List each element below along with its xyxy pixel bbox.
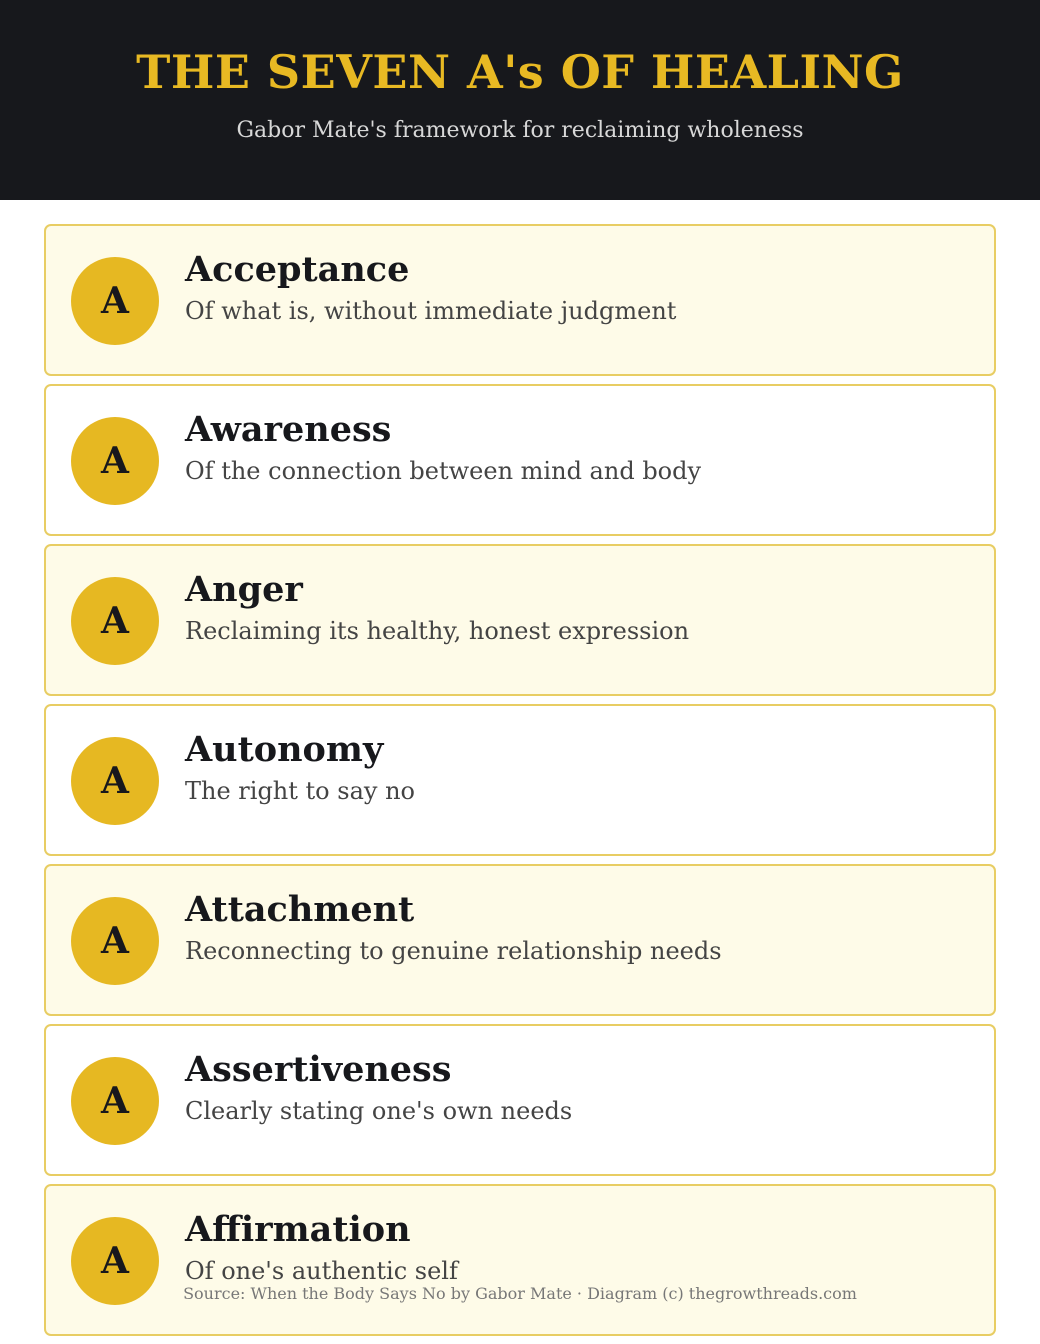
card-autonomy — [44, 704, 996, 856]
letter-badge: A — [71, 1217, 159, 1305]
card-title: Assertiveness — [185, 1049, 452, 1090]
letter-badge: A — [71, 1057, 159, 1145]
header-banner — [0, 0, 1040, 200]
letter-badge: A — [71, 577, 159, 665]
card-title: Affirmation — [185, 1209, 411, 1250]
healing-list — [44, 224, 996, 1344]
card-description: Of what is, without immediate judgment — [185, 297, 677, 325]
card-description: Reconnecting to genuine relationship needs — [185, 937, 722, 965]
card-title: Attachment — [185, 889, 415, 930]
card-attachment — [44, 864, 996, 1016]
card-acceptance — [44, 224, 996, 376]
card-description: Clearly stating one's own needs — [185, 1097, 573, 1125]
card-affirmation — [44, 1184, 996, 1336]
letter-badge: A — [71, 417, 159, 505]
card-title: Awareness — [185, 409, 392, 450]
letter-badge: A — [71, 737, 159, 825]
letter-badge: A — [71, 897, 159, 985]
card-awareness — [44, 384, 996, 536]
card-anger — [44, 544, 996, 696]
source-credit: Source: When the Body Says No by Gabor Mate · Diagram (c) thegrowthreads.com — [183, 1284, 857, 1303]
card-description: The right to say no — [185, 777, 415, 805]
card-assertiveness — [44, 1024, 996, 1176]
card-title: Acceptance — [185, 249, 410, 290]
card-title: Autonomy — [185, 729, 384, 770]
page-title: THE SEVEN A's OF HEALING — [136, 45, 904, 99]
card-description: Of one's authentic self — [185, 1257, 458, 1285]
card-description: Reclaiming its healthy, honest expression — [185, 617, 690, 645]
page-subtitle: Gabor Mate's framework for reclaiming wholeness — [236, 118, 804, 143]
card-title: Anger — [185, 569, 303, 610]
card-description: Of the connection between mind and body — [185, 457, 702, 485]
letter-badge: A — [71, 257, 159, 345]
